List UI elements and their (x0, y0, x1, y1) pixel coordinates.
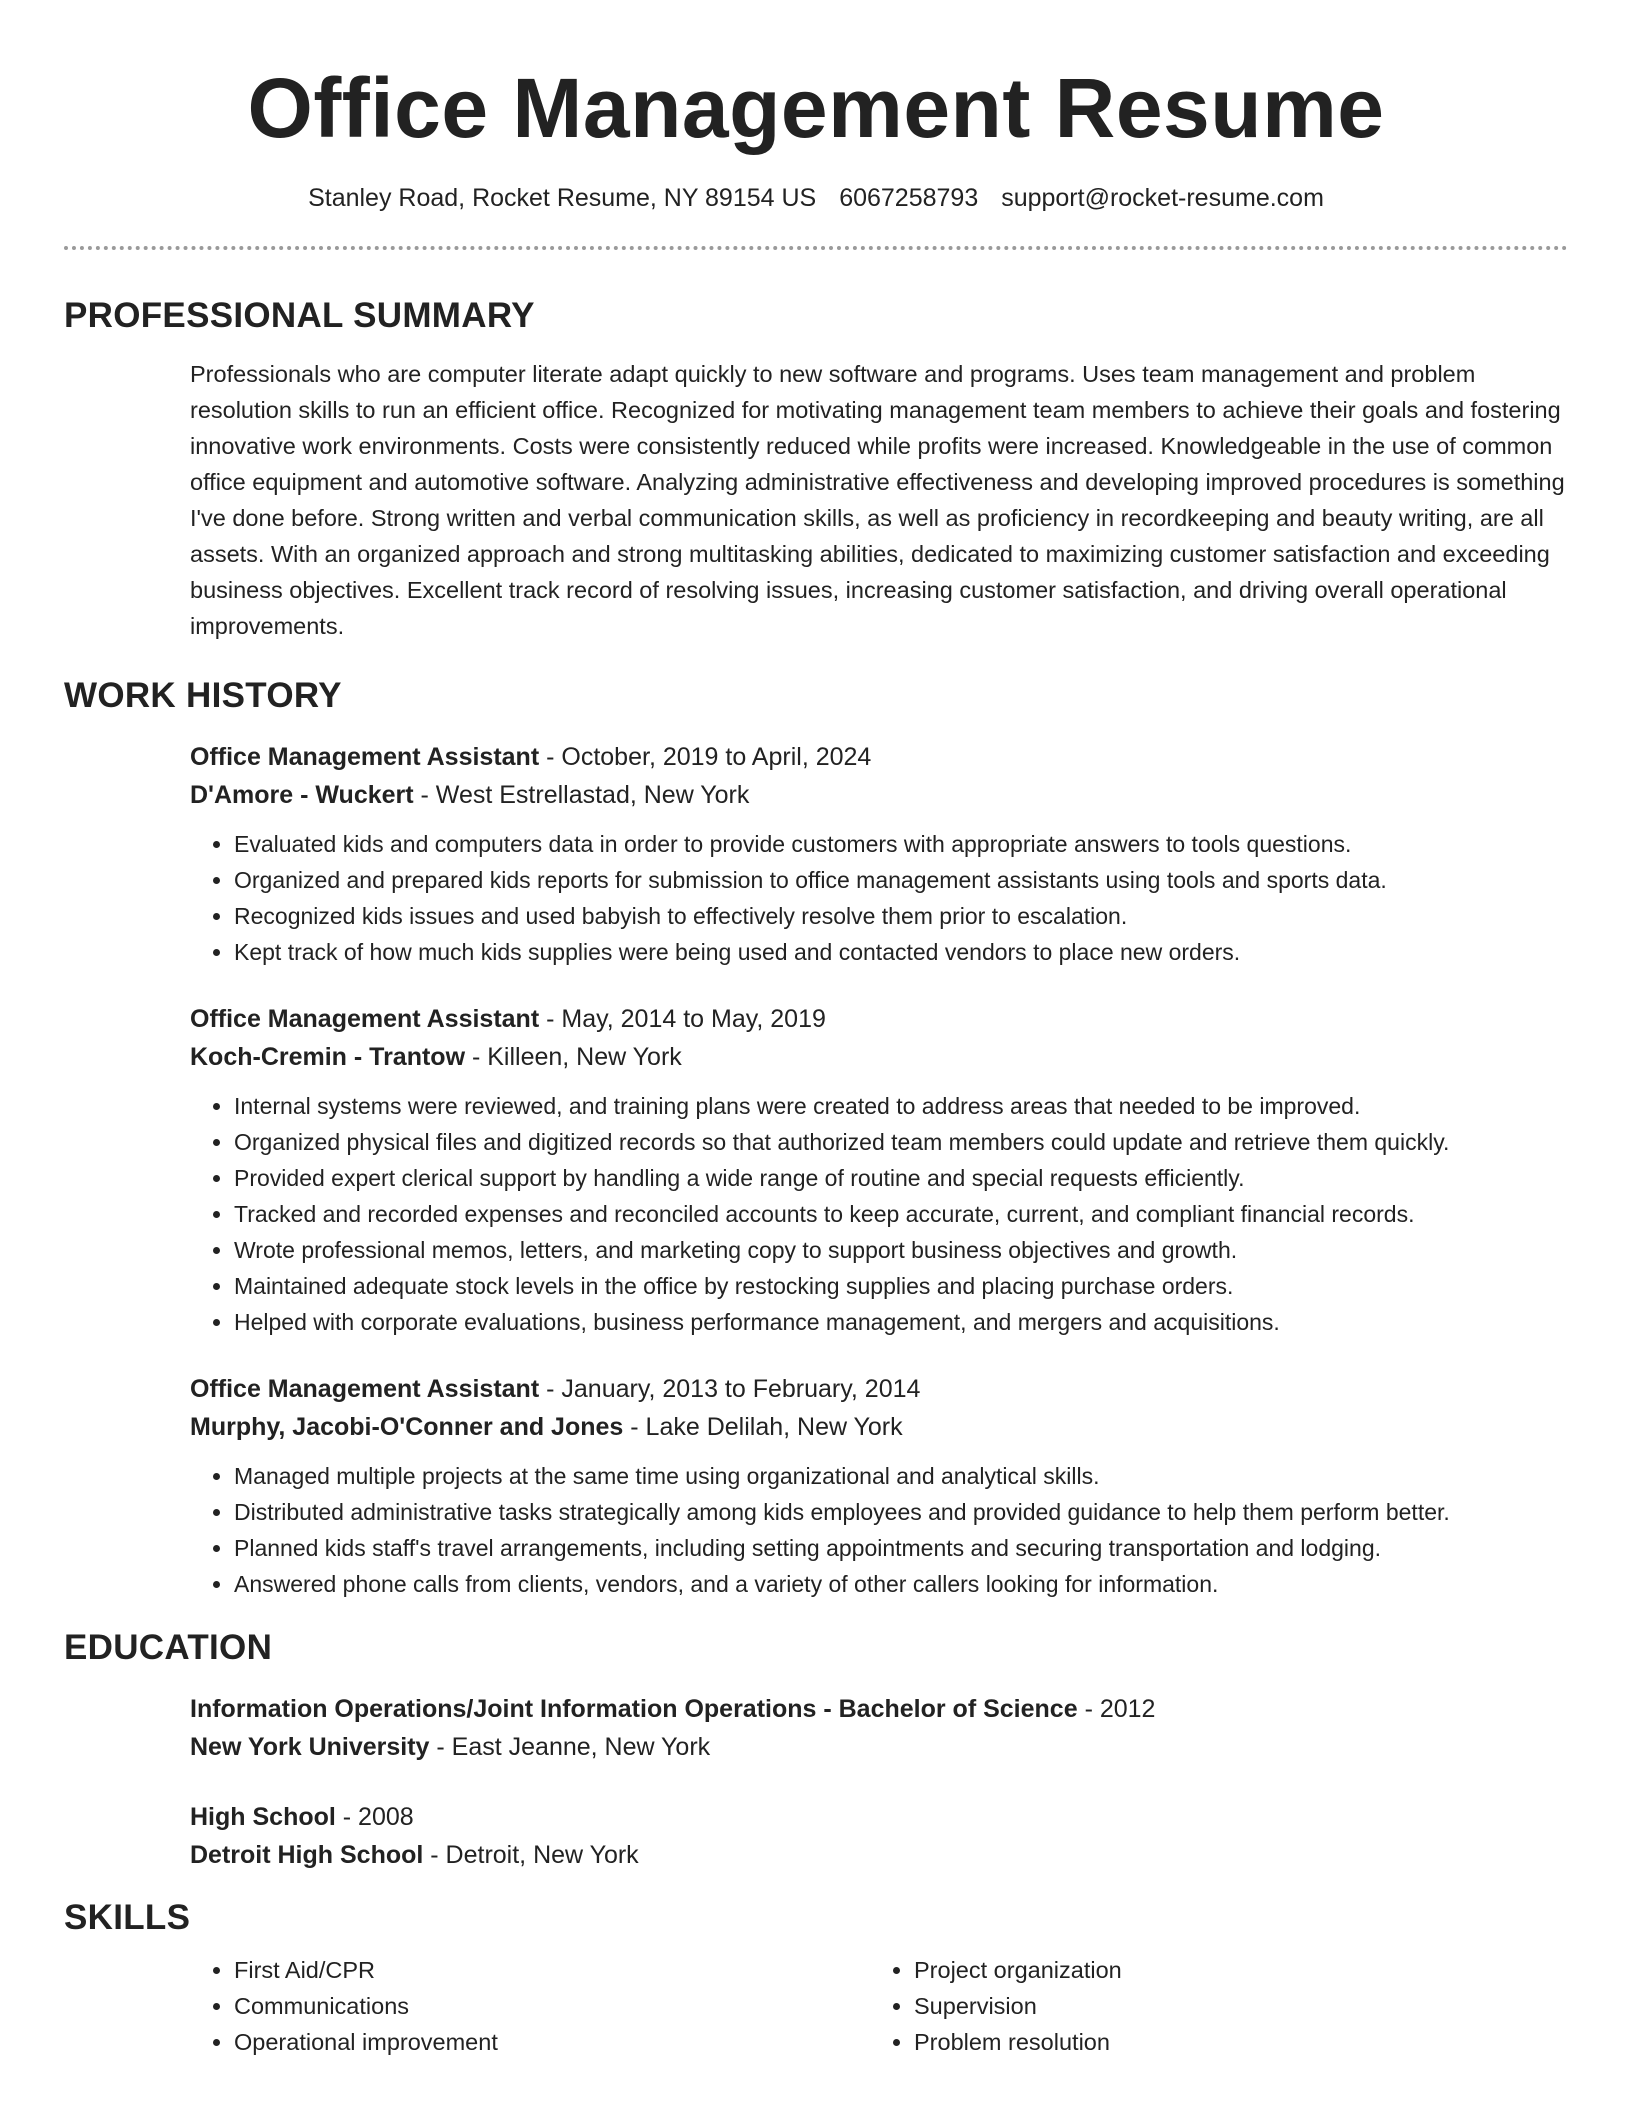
job-bullet: • Planned kids staff's travel arrangements, including setting appointments and securing transportation and lodging. (234, 1530, 1568, 1566)
job-location: - Killeen, New York (465, 1043, 682, 1071)
job-dates: - January, 2013 to February, 2014 (539, 1375, 921, 1403)
job-bullet: • Tracked and recorded expenses and reconciled accounts to keep accurate, current, and compliant financial records. (234, 1196, 1568, 1232)
education-school: Detroit High School (190, 1841, 424, 1869)
resume-page (64, 0, 1568, 2060)
job-org-line (190, 1408, 1568, 1446)
job-company: D'Amore - Wuckert (190, 781, 414, 809)
education-degree-line (190, 1690, 1568, 1728)
job-bullets (190, 826, 1568, 970)
job-bullets (190, 1458, 1568, 1602)
education-school-line (190, 1728, 1568, 1766)
summary-text: Professionals who are computer literate adapt quickly to new software and programs. Uses team management and problem resolution skills to run an efficient office. Recognized for motivating management team members to achieve their goals and fostering innovative work environments. Costs were consistently reduced while profits were increased. Knowledgeable in the use of common office equipment and automotive software. Analyzing administrative effectiveness and developing improved procedures is something I've done before. Strong written and verbal communication skills, as well as proficiency in recordkeeping and beauty writing, are all assets. With an organized approach and strong multitasking abilities, dedicated to maximizing customer satisfaction and exceeding business objectives. Excellent track record of resolving issues, increasing customer satisfaction, and driving overall operational improvements. (190, 361, 1565, 639)
contact-phone: 6067258793 (839, 184, 979, 212)
job-bullet: • Answered phone calls from clients, vendors, and a variety of other callers looking for information. (234, 1566, 1568, 1602)
education-school: New York University (190, 1733, 430, 1761)
job-bullet: • Recognized kids issues and used babyish to effectively resolve them prior to escalation. (234, 898, 1568, 934)
education-heading: EDUCATION (64, 1628, 273, 1667)
education-location: - Detroit, New York (423, 1841, 639, 1869)
skills-column-right (870, 1952, 1550, 2060)
job-bullet: • Kept track of how much kids supplies were being used and contacted vendors to place new orders. (234, 934, 1568, 970)
job-title-line (190, 738, 1568, 776)
job-bullet: • Managed multiple projects at the same time using organizational and analytical skills. (234, 1458, 1568, 1494)
job-company: Koch-Cremin - Trantow (190, 1043, 466, 1071)
education-degree: Information Operations/Joint Information Operations - Bachelor of Science (190, 1695, 1078, 1723)
education-year: - 2008 (335, 1803, 414, 1831)
skill-item: • First Aid/CPR (234, 1952, 870, 1988)
contact-line (64, 182, 1568, 214)
job-entry (190, 1000, 1568, 1340)
job-title: Office Management Assistant (190, 1005, 540, 1033)
education-school-line (190, 1836, 1568, 1874)
job-title-line (190, 1000, 1568, 1038)
job-title-line (190, 1370, 1568, 1408)
job-title: Office Management Assistant (190, 743, 540, 771)
work-history-heading: WORK HISTORY (64, 676, 342, 715)
contact-address: Stanley Road, Rocket Resume, NY 89154 US (308, 184, 817, 212)
job-bullet: • Organized and prepared kids reports for submission to office management assistants using tools and sports data. (234, 862, 1568, 898)
job-org-line (190, 1038, 1568, 1076)
job-org-line (190, 776, 1568, 814)
summary-heading: PROFESSIONAL SUMMARY (64, 296, 535, 335)
skill-item: • Problem resolution (914, 2024, 1550, 2060)
job-bullet: • Internal systems were reviewed, and training plans were created to address areas that needed to be improved. (234, 1088, 1568, 1124)
job-location: - West Estrellastad, New York (413, 781, 750, 809)
job-bullet: • Helped with corporate evaluations, business performance management, and mergers and acquisitions. (234, 1304, 1568, 1340)
contact-email: support@rocket-resume.com (1001, 184, 1324, 212)
job-bullet: • Provided expert clerical support by handling a wide range of routine and special requests efficiently. (234, 1160, 1568, 1196)
education-entry (190, 1690, 1568, 1766)
job-bullets (190, 1088, 1568, 1340)
education-location: - East Jeanne, New York (429, 1733, 711, 1761)
job-entry (190, 738, 1568, 970)
job-bullet: • Organized physical files and digitized records so that authorized team members could update and retrieve them quickly. (234, 1124, 1568, 1160)
job-company: Murphy, Jacobi-O'Conner and Jones (190, 1413, 624, 1441)
skill-item: • Project organization (914, 1952, 1550, 1988)
education-year: - 2012 (1077, 1695, 1156, 1723)
job-bullet: • Maintained adequate stock levels in the office by restocking supplies and placing purchase orders. (234, 1268, 1568, 1304)
skill-item: • Communications (234, 1988, 870, 2024)
job-bullet: • Evaluated kids and computers data in order to provide customers with appropriate answers to tools questions. (234, 826, 1568, 862)
job-bullet: • Distributed administrative tasks strategically among kids employees and provided guidance to help them perform better. (234, 1494, 1568, 1530)
job-entry (190, 1370, 1568, 1602)
skills-column-left (190, 1952, 870, 2060)
skills-list (190, 1952, 1568, 2060)
job-bullet: • Wrote professional memos, letters, and marketing copy to support business objectives and growth. (234, 1232, 1568, 1268)
resume-title: Office Management Resume (247, 61, 1385, 155)
education-degree: High School (190, 1803, 336, 1831)
header-divider (64, 246, 1568, 250)
job-dates: - May, 2014 to May, 2019 (539, 1005, 826, 1033)
skill-item: • Supervision (914, 1988, 1550, 2024)
education-entry (190, 1798, 1568, 1874)
job-location: - Lake Delilah, New York (623, 1413, 903, 1441)
job-title: Office Management Assistant (190, 1375, 540, 1403)
skill-item: • Operational improvement (234, 2024, 870, 2060)
job-dates: - October, 2019 to April, 2024 (539, 743, 872, 771)
skills-heading: SKILLS (64, 1898, 191, 1937)
education-degree-line (190, 1798, 1568, 1836)
